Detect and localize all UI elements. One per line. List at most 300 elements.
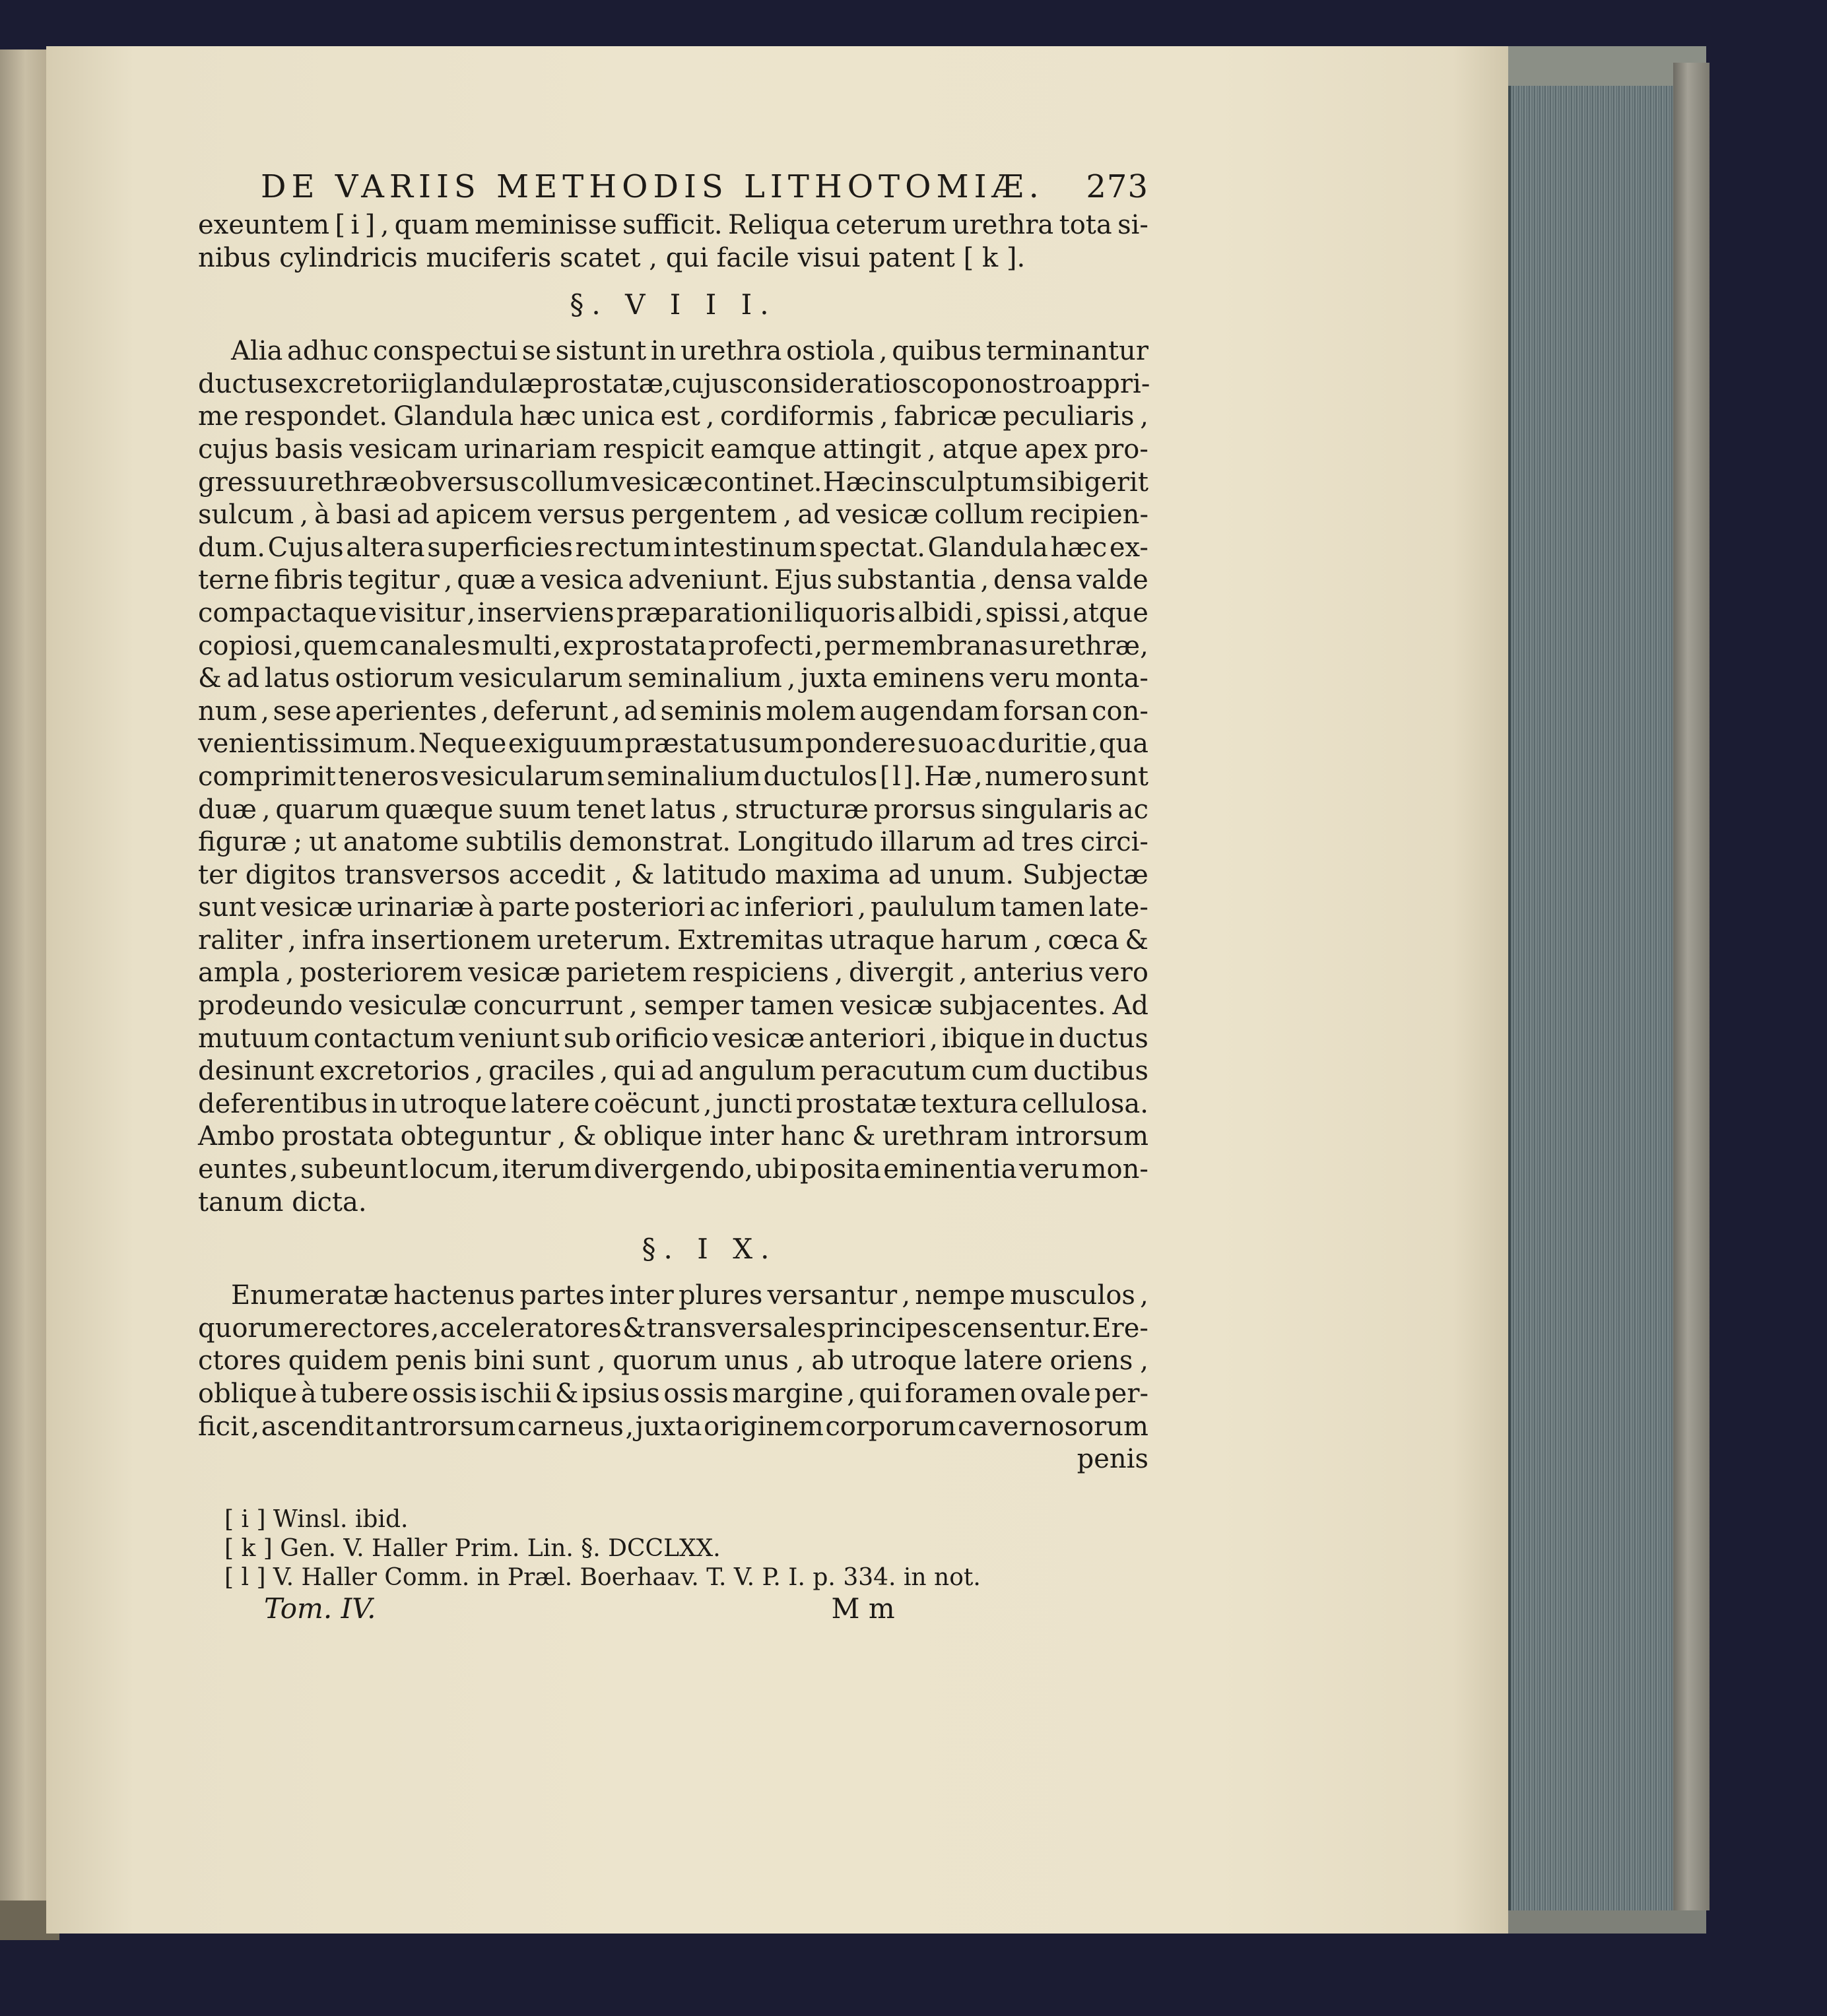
word: unus: [724, 1346, 789, 1377]
word: acceleratores: [440, 1313, 622, 1344]
word: sulcum: [198, 500, 294, 531]
word: ,: [430, 1313, 440, 1344]
word: penis: [395, 1346, 467, 1377]
footnote: [ k ] Gen. V. Haller Prim. Lin. §. DCCLXX.: [224, 1534, 721, 1562]
word: substantia: [836, 565, 976, 596]
text-line: [198, 630, 1148, 663]
word: subjacentes.: [939, 991, 1106, 1022]
paragraph-section-ix: [198, 1280, 1148, 1476]
word: corporum: [825, 1411, 956, 1442]
word: ac: [965, 729, 996, 760]
word: teneros: [338, 761, 440, 792]
word: ,: [251, 1411, 260, 1442]
text-line: [198, 368, 1148, 401]
word: locum,: [410, 1154, 500, 1185]
word: ,: [288, 925, 296, 956]
word: terminantur: [986, 336, 1148, 367]
word: densa: [993, 565, 1073, 596]
page-text: [198, 162, 1148, 1625]
word: adhuc: [286, 336, 369, 367]
word: comprimit: [198, 761, 336, 792]
word: ut: [309, 827, 337, 858]
word: inserviens: [477, 597, 615, 628]
word: ac: [1117, 794, 1148, 825]
text-line: [198, 335, 1148, 368]
word: semper: [644, 991, 744, 1022]
word: posita: [799, 1154, 881, 1185]
word: partes: [519, 1280, 605, 1311]
word: insertionem: [371, 925, 531, 956]
word: &: [1125, 925, 1148, 956]
word: sunt: [1090, 761, 1148, 792]
word: cujus: [198, 434, 269, 465]
word: à: [478, 892, 494, 923]
word: juxta: [801, 663, 867, 694]
word: Glandula: [393, 401, 514, 432]
word: utroque: [851, 1346, 957, 1377]
word: late-: [1088, 892, 1148, 923]
word: per-: [1094, 1379, 1148, 1409]
word: est: [660, 401, 700, 432]
word: prodeundo: [198, 991, 343, 1022]
text-line: [198, 597, 1148, 630]
word: Glandula: [927, 532, 1048, 563]
word: quæque: [385, 794, 494, 825]
word: pergentem: [631, 500, 778, 531]
word: appri-: [1070, 368, 1150, 399]
word: veru: [989, 663, 1050, 694]
word: cellulosa.: [1022, 1088, 1148, 1119]
text-line: [198, 761, 1148, 794]
word: ,: [552, 630, 562, 661]
word: subeunt: [300, 1154, 409, 1185]
word: tres: [1021, 827, 1074, 858]
word: ;: [293, 827, 303, 858]
word: &: [572, 1121, 597, 1152]
text-line: [198, 696, 1148, 729]
word: censentur.: [952, 1313, 1092, 1344]
word: ,: [261, 696, 269, 727]
word: sub: [563, 1023, 611, 1054]
word: latere: [964, 1346, 1043, 1377]
word: terne: [198, 565, 270, 596]
word: quem: [303, 630, 378, 661]
word: inter: [609, 1280, 674, 1311]
word: urethra: [952, 210, 1054, 240]
text-line: [198, 532, 1148, 565]
word: contactum: [314, 1023, 455, 1054]
word: seminalium: [627, 663, 782, 694]
word: eminens: [872, 663, 985, 694]
word: angulum: [698, 1056, 816, 1087]
word: ,: [958, 958, 968, 989]
word: Cujus: [267, 532, 344, 563]
word: fibris: [274, 565, 343, 596]
word: præparationi: [616, 597, 793, 628]
word: desinunt: [198, 1056, 314, 1087]
word: ,: [599, 1056, 609, 1087]
word: juxta: [635, 1411, 702, 1442]
text-line: [198, 990, 1148, 1023]
word: sibi: [1036, 467, 1084, 498]
book-board-bottom: [1508, 1910, 1706, 1934]
word: Ad: [1112, 991, 1148, 1022]
running-head-title: DE VARIIS METHODIS LITHOTOMIÆ.: [261, 168, 1044, 206]
word: vesicam: [349, 434, 458, 465]
word: ,: [929, 1023, 939, 1054]
word: parte: [498, 892, 570, 923]
word: deferunt: [492, 696, 609, 727]
word: copiosi: [198, 630, 292, 661]
word: ,: [783, 500, 792, 531]
word: ,: [706, 401, 715, 432]
word: versantur: [767, 1280, 898, 1311]
word: utraque: [829, 925, 935, 956]
word: prostatæ,: [543, 368, 672, 399]
word: accedit: [508, 859, 606, 890]
word: con-: [1092, 696, 1148, 727]
word: ductus: [1058, 1023, 1148, 1054]
word: valde: [1077, 565, 1148, 596]
text-line: [198, 1280, 1148, 1313]
word: rectum: [575, 532, 671, 563]
word: hanc: [780, 1121, 846, 1152]
word: ,: [879, 401, 888, 432]
word: coëcunt: [593, 1088, 700, 1119]
word: basis: [275, 434, 343, 465]
word: oblique: [603, 1121, 703, 1152]
word: erectores: [303, 1313, 430, 1344]
word: divergit: [848, 958, 954, 989]
signature-mark: M m: [831, 1592, 895, 1625]
word: latus: [651, 794, 717, 825]
word: vesica: [540, 565, 624, 596]
word: ad: [797, 500, 830, 531]
word: ischii: [481, 1379, 552, 1409]
word: gerit: [1084, 467, 1148, 498]
word: ad: [624, 696, 657, 727]
text-line: [198, 826, 1148, 859]
word: à: [314, 500, 331, 531]
word: canales: [379, 630, 481, 661]
word: ,: [300, 500, 309, 531]
word: apicem: [435, 500, 532, 531]
word: antrorsum: [376, 1411, 516, 1442]
word: forsan: [1003, 696, 1088, 727]
text-line: [198, 1154, 1148, 1187]
word: obteguntur: [400, 1121, 551, 1152]
word: anterius: [973, 958, 1084, 989]
word: inter: [709, 1121, 774, 1152]
word: meminisse: [475, 210, 617, 240]
word: Enumeratæ: [231, 1280, 389, 1311]
word: latere: [511, 1088, 590, 1119]
word: ,: [614, 859, 623, 890]
word: demonstrat.: [568, 827, 731, 858]
word: monta-: [1055, 663, 1148, 694]
running-head: [261, 162, 1148, 204]
word: hæc: [519, 401, 576, 432]
word: raliter: [198, 925, 282, 956]
word: versus: [538, 500, 626, 531]
word: per: [824, 630, 870, 661]
word: usum: [731, 729, 804, 760]
word: ,: [902, 1280, 911, 1311]
word: peculiaris: [1003, 401, 1135, 432]
word: superficies: [427, 532, 574, 563]
word: concurrunt: [473, 991, 623, 1022]
word: ostiola: [786, 336, 875, 367]
word: circi-: [1080, 827, 1148, 858]
word: ureterum.: [537, 925, 672, 956]
word: duritie: [997, 729, 1088, 760]
word: quibus: [892, 336, 982, 367]
text-line: [198, 957, 1148, 990]
word: ad: [888, 859, 921, 890]
footnote: [ i ] Winsl. ibid.: [224, 1505, 409, 1533]
word: prostatæ: [796, 1088, 917, 1119]
word: seminalium: [607, 761, 761, 792]
word: Ere-: [1092, 1313, 1148, 1344]
word: prostata: [595, 630, 707, 661]
word: hactenus: [393, 1280, 515, 1311]
word: ad: [661, 1056, 694, 1087]
word: quorum: [613, 1346, 717, 1377]
word: quarum: [275, 794, 380, 825]
page-number: 273: [1086, 168, 1148, 206]
word: membranas: [871, 630, 1028, 661]
word: ,: [467, 597, 476, 628]
word: nempe: [915, 1280, 1005, 1311]
word: vesicæ: [712, 1023, 805, 1054]
word: transversos: [345, 859, 500, 890]
word: introrsum: [1015, 1121, 1148, 1152]
word: vesicularum: [459, 663, 623, 694]
word: ,: [927, 434, 936, 465]
word: dum.: [198, 532, 266, 563]
word: spissi: [985, 597, 1060, 628]
word: Neque: [418, 729, 507, 760]
word: urethra: [681, 336, 782, 367]
text-line: [198, 1121, 1148, 1154]
word: urinariam: [463, 434, 597, 465]
word: continet.: [704, 467, 822, 498]
word: gressu: [198, 467, 288, 498]
text-line: [198, 1411, 1148, 1444]
word: anatome: [343, 827, 459, 858]
word: ,: [1088, 729, 1098, 760]
word: ,: [814, 630, 823, 661]
word: ,: [974, 597, 983, 628]
word: musculos: [1010, 1280, 1135, 1311]
word: &: [622, 1313, 646, 1344]
word: ostiorum: [335, 663, 455, 694]
word: ,: [847, 1379, 855, 1409]
word: ,: [597, 1346, 606, 1377]
footnotes: [198, 1505, 1148, 1592]
word: ,: [1034, 925, 1042, 956]
word: Ejus: [774, 565, 832, 596]
word: ,: [293, 630, 302, 661]
word: suo: [917, 729, 964, 760]
word: qui: [613, 1056, 656, 1087]
word: urethram: [882, 1121, 1009, 1152]
text-line: [198, 1023, 1148, 1056]
word: recipien-: [1030, 500, 1148, 531]
word: tamen: [1000, 892, 1085, 923]
word: carneus: [517, 1411, 624, 1442]
word: Reliqua: [727, 210, 830, 240]
word: oblique: [198, 1379, 298, 1409]
word: &: [554, 1379, 579, 1409]
word: unica: [581, 401, 655, 432]
text-line: [198, 1313, 1148, 1346]
word: divergendo,: [593, 1154, 753, 1185]
word: Longitudo: [737, 827, 874, 858]
word: ,: [611, 696, 620, 727]
text-line: [198, 794, 1148, 827]
word: mon-: [1081, 1154, 1148, 1185]
section-heading-viii: §. V I I I.: [570, 288, 777, 321]
word: respondet.: [244, 401, 388, 432]
word: fabricæ: [894, 401, 997, 432]
word: unum.: [929, 859, 1014, 890]
text-line: [198, 728, 1148, 761]
word: singularis: [981, 794, 1113, 825]
word: prorsus: [873, 794, 976, 825]
word: ,: [285, 958, 294, 989]
text-line: [198, 434, 1148, 467]
word: quidem: [288, 1346, 389, 1377]
word: &: [198, 663, 222, 694]
word: ac: [709, 892, 741, 923]
word: me: [198, 401, 239, 432]
text-line: [198, 925, 1148, 958]
text-line: [198, 663, 1148, 696]
text-line: [198, 859, 1148, 892]
word: compactaque: [198, 597, 378, 628]
word: ad: [982, 827, 1015, 858]
word: venientissimum.: [198, 729, 417, 760]
word: ,: [1140, 1280, 1148, 1311]
word: ad: [397, 500, 430, 531]
word: posteriorem: [300, 958, 463, 989]
word: illarum: [880, 827, 976, 858]
paragraph-section-viii: [198, 335, 1148, 1219]
word: sufficit.: [622, 210, 723, 240]
word: collum: [520, 467, 610, 498]
word: obversus: [399, 467, 519, 498]
word: Alia: [231, 336, 283, 367]
word: præstat: [624, 729, 730, 760]
word: numero: [985, 761, 1088, 792]
word: ,: [795, 1346, 805, 1377]
word: ter: [198, 859, 237, 890]
word: vero: [1089, 958, 1148, 989]
word: collum: [934, 500, 1024, 531]
word: i: [350, 210, 360, 240]
word: sistunt: [555, 336, 647, 367]
page-edges-stack: [1508, 46, 1676, 1934]
word: ].: [903, 761, 922, 792]
text-line: [198, 1345, 1148, 1378]
word: a: [520, 565, 536, 596]
word: cavernosorum: [958, 1411, 1148, 1442]
word: ex-: [1109, 532, 1148, 563]
word: molem: [766, 696, 856, 727]
word: tamen: [750, 991, 834, 1022]
word: cordiformis: [719, 401, 875, 432]
word: respiciens: [692, 958, 829, 989]
text-line: [198, 499, 1148, 532]
word: adveniunt.: [628, 565, 770, 596]
word: multi: [482, 630, 552, 661]
word: vesicæ: [260, 892, 353, 923]
text-line: tanum dicta.: [198, 1187, 367, 1218]
word: foramen: [904, 1379, 1017, 1409]
word: qui: [859, 1379, 902, 1409]
word: liquoris: [794, 597, 896, 628]
word: ,: [974, 761, 983, 792]
text-line: [198, 1378, 1148, 1411]
word: quam: [394, 210, 469, 240]
word: l: [892, 761, 901, 792]
word: ctores: [198, 1346, 281, 1377]
word: ,: [380, 210, 389, 240]
word: ,: [629, 991, 638, 1022]
word: iterum: [502, 1154, 592, 1185]
word: atque: [1072, 597, 1148, 628]
word: ovale: [1020, 1379, 1091, 1409]
word: textura: [921, 1088, 1018, 1119]
word: ipsius: [581, 1379, 660, 1409]
word: latitudo: [663, 859, 767, 890]
word: cœca: [1047, 925, 1119, 956]
text-line: [198, 209, 1148, 242]
word: tubere: [320, 1379, 409, 1409]
word: vesicæ: [840, 991, 933, 1022]
word: seminis: [660, 696, 762, 727]
word: eminentia: [883, 1154, 1017, 1185]
word: atque: [942, 434, 1018, 465]
word: ,: [557, 1121, 566, 1152]
word: ductibus: [1033, 1056, 1148, 1087]
word: tota: [1059, 210, 1112, 240]
word: graciles: [488, 1056, 595, 1087]
word: margine: [732, 1379, 844, 1409]
word: conspectui: [373, 336, 518, 367]
word: utroque: [401, 1088, 508, 1119]
word: glandulæ: [417, 368, 543, 399]
word: quorum: [198, 1313, 303, 1344]
word: vesicæ: [836, 500, 929, 531]
word: ficit: [198, 1411, 249, 1442]
word: nostro: [985, 368, 1071, 399]
word: hæc: [1050, 532, 1108, 563]
word: digitos: [245, 859, 337, 890]
word: ,: [289, 1154, 298, 1185]
word: sunt: [531, 1346, 590, 1377]
word: sunt: [198, 892, 257, 923]
word: eamque: [710, 434, 816, 465]
word: aperientes: [335, 696, 477, 727]
word: intestinum: [673, 532, 817, 563]
word: ampla: [198, 958, 281, 989]
word: ,: [1061, 597, 1071, 628]
word: Subjectæ: [1022, 859, 1148, 890]
word: à: [300, 1379, 317, 1409]
word: attingit: [822, 434, 921, 465]
